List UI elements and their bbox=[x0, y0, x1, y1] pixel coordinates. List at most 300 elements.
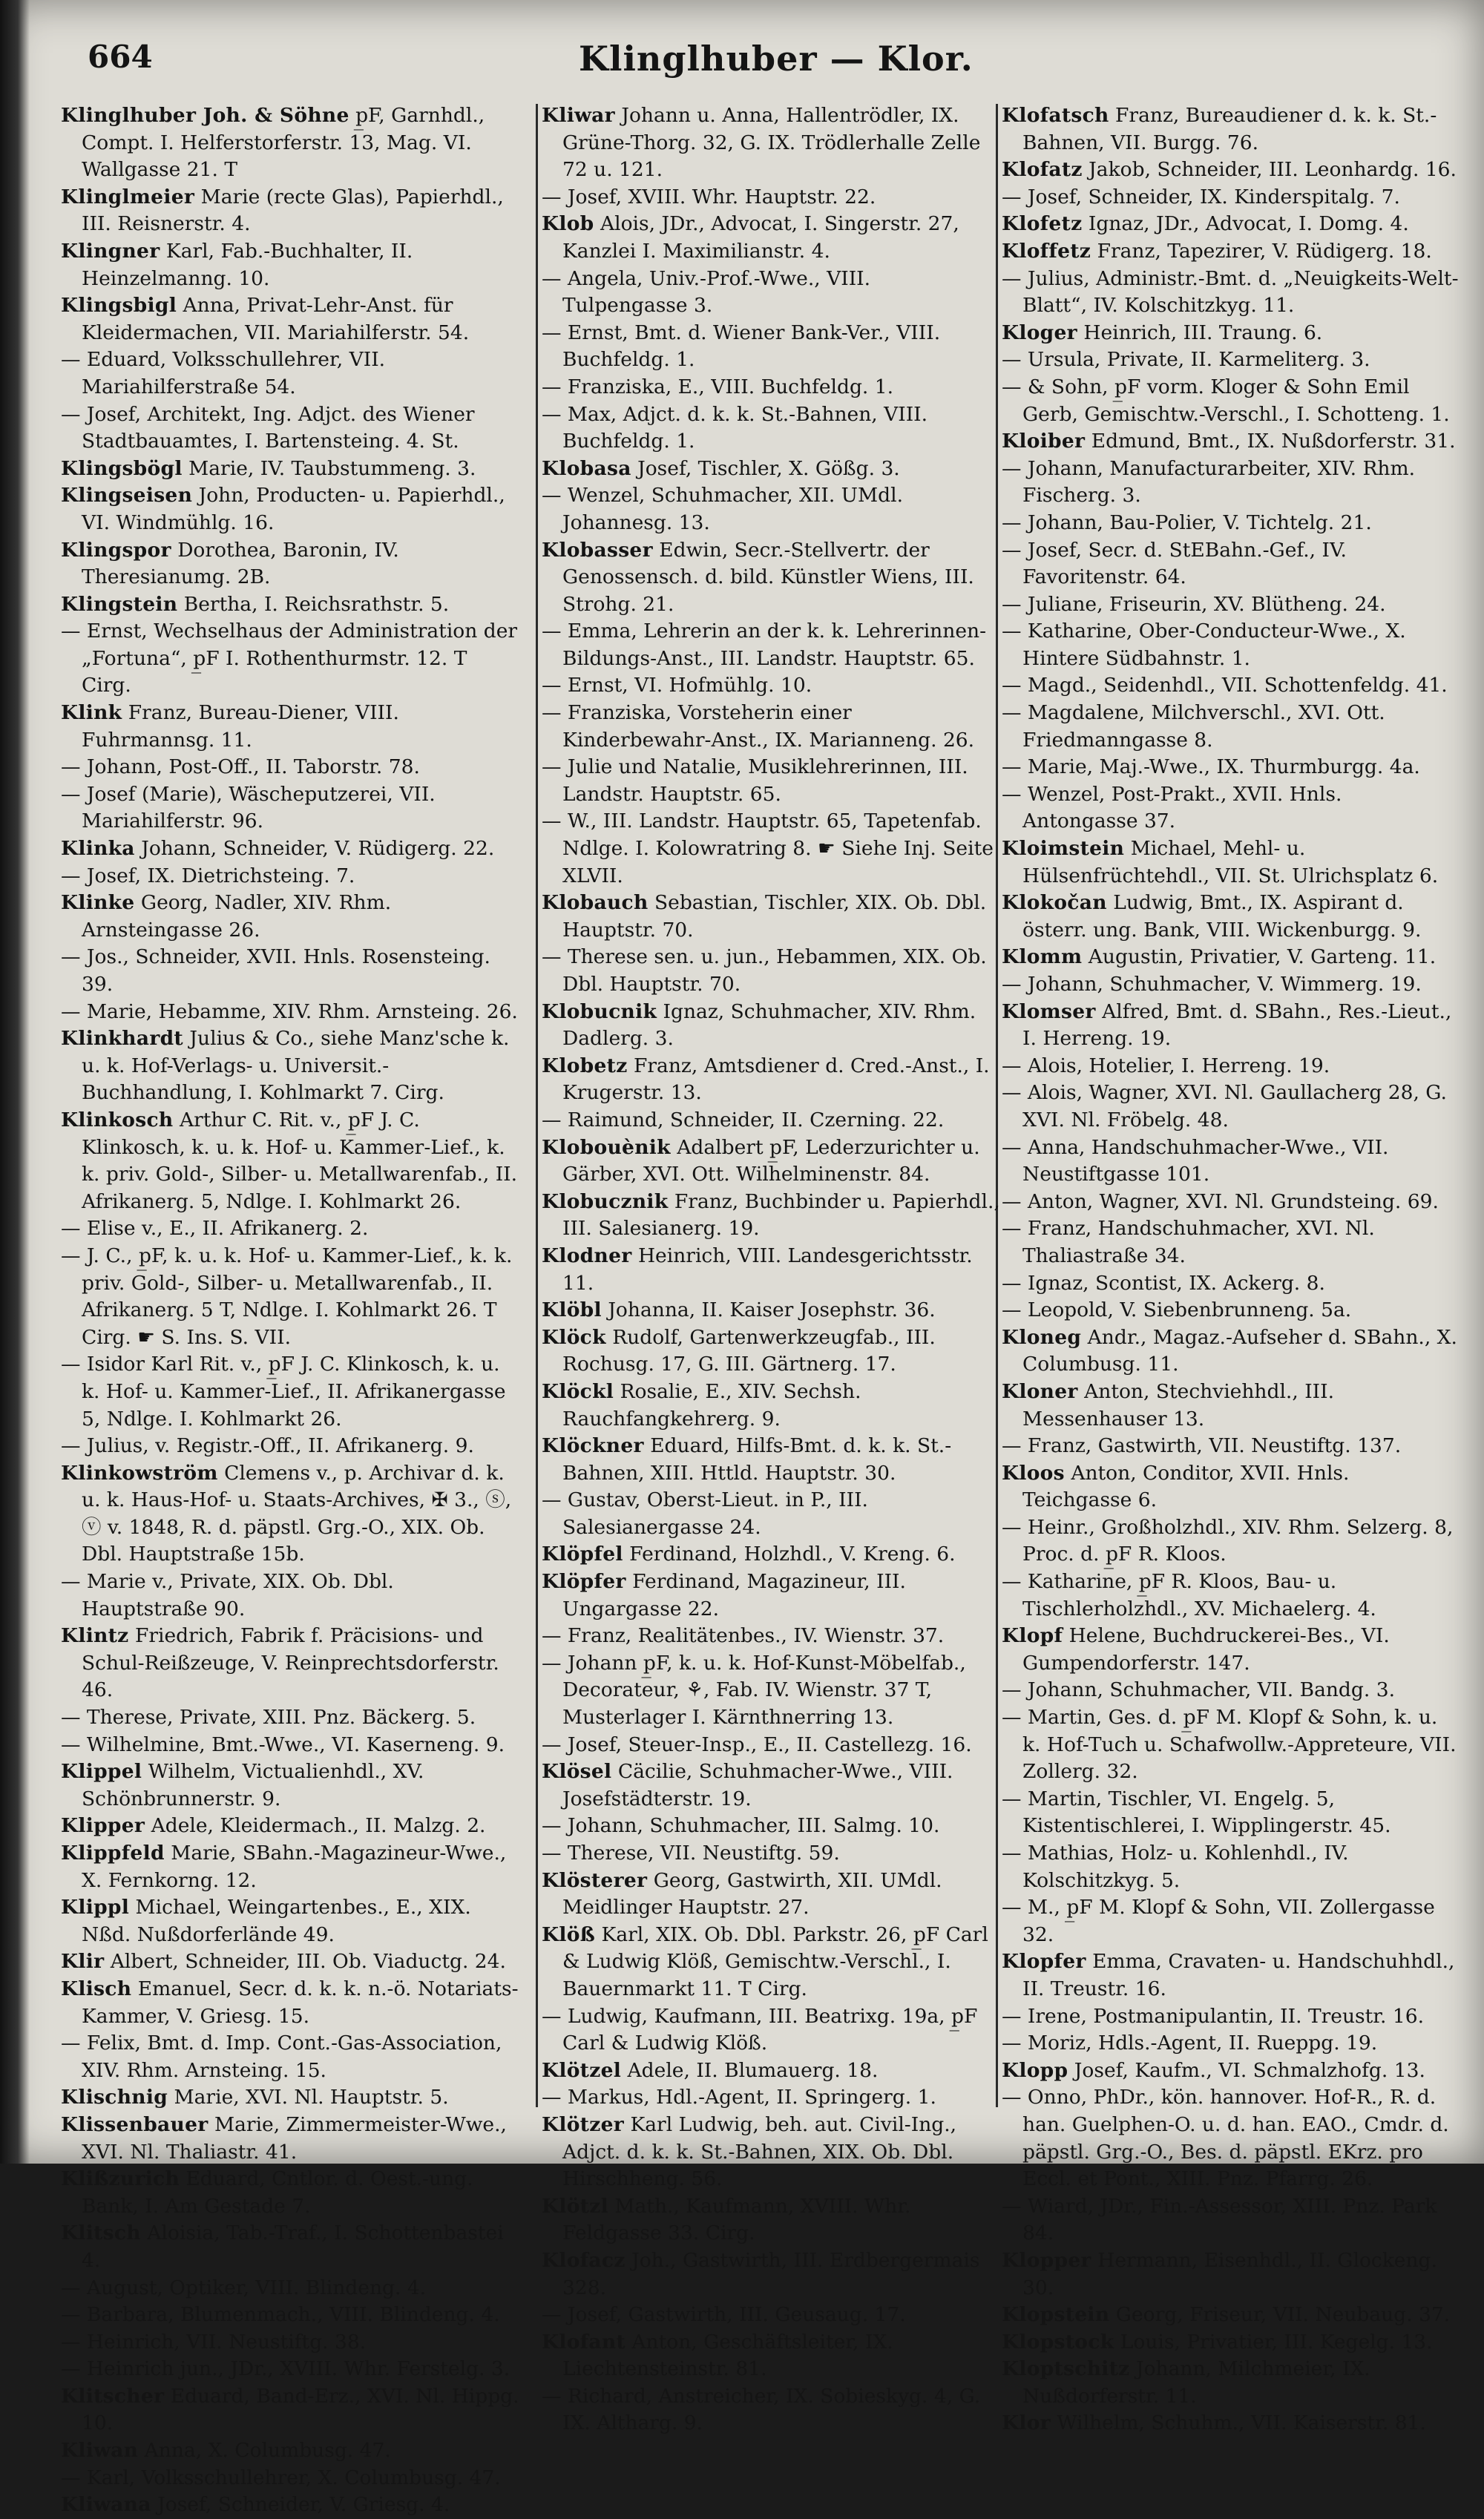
directory-entry bbox=[1002, 1324, 1462, 1379]
entry-details: — Max, Adjct. d. k. k. St.-Bahnen, VIII. Buchfeldg. 1. bbox=[542, 402, 928, 453]
directory-entry bbox=[1002, 1894, 1462, 1948]
entry-details: Karl, Fab.-Buchhalter, II. Heinzelmanng. 10. bbox=[82, 239, 413, 290]
entry-details: — Elise v., E., II. Afrikanerg. 2. bbox=[61, 1217, 369, 1241]
entry-details: — Johann p̲F, k. u. k. Hof-Kunst-Möbelfab., Decorateur, ⚘, Fab. IV. Wienstr. 37 T, Musterlager I. Kärnthnerring 13. bbox=[542, 1651, 966, 1730]
entry-details: — Emma, Lehrerin an der k. k. Lehrerinnen-Bildungs-Anst., III. Landstr. Hauptstr. 65. bbox=[542, 620, 987, 670]
entry-details: — Wenzel, Schuhmacher, XII. UMdl. Johannesg. 13. bbox=[542, 484, 904, 534]
column-3 bbox=[1002, 102, 1462, 2435]
entry-details: — Mathias, Holz- u. Kohlenhdl., IV. Kolschitzkyg. 5. bbox=[1002, 1842, 1349, 1892]
column-1 bbox=[61, 102, 521, 2517]
directory-entry bbox=[542, 618, 1002, 672]
entry-surname: Klöß bbox=[542, 1922, 596, 1946]
entry-surname: Klir bbox=[61, 1950, 105, 1974]
entry-details: — Magdalene, Milchverschl., XVI. Ott. Friedmanngasse 8. bbox=[1002, 701, 1385, 752]
directory-entry bbox=[61, 1840, 521, 1894]
directory-entry bbox=[1002, 1840, 1462, 1894]
directory-entry bbox=[1002, 781, 1462, 835]
entry-details: — Anna, Handschuhmacher-Wwe., VII. Neustiftgasse 101. bbox=[1002, 1135, 1389, 1186]
directory-entry bbox=[542, 1650, 1002, 1732]
directory-entry bbox=[1002, 1514, 1462, 1569]
entry-details: Friedrich, Fabrik f. Präcisions- und Schul-Reißzeuge, V. Reinprechtsdorferstr. 46. bbox=[82, 1624, 499, 1702]
entry-details: Michael, Weingartenbes., E., XIX. Nßd. Nußdorferlände 49. bbox=[82, 1896, 471, 1946]
entry-surname: Klinglmeier bbox=[61, 185, 195, 208]
entry-details: — Franziska, Vorsteherin einer Kinderbewahr-Anst., IX. Marianneng. 26. bbox=[542, 701, 975, 752]
entry-details: Johann, Schneider, V. Rüdigerg. 22. bbox=[141, 837, 495, 861]
entry-surname: Klösel bbox=[542, 1760, 612, 1784]
directory-entry bbox=[1002, 184, 1462, 211]
directory-entry bbox=[542, 1243, 1002, 1297]
entry-surname: Klobetz bbox=[542, 1054, 628, 1077]
entry-surname: Klötzel bbox=[542, 2058, 622, 2082]
directory-entry bbox=[1002, 2247, 1462, 2302]
entry-details: Joh., Gastwirth, III. Erdbergermais 328. bbox=[562, 2248, 980, 2299]
entry-details: — Gustav, Oberst-Lieut. in P., III. Salesianergasse 24. bbox=[542, 1488, 868, 1539]
directory-entry bbox=[542, 2193, 1002, 2247]
entry-details: — Magd., Seidenhdl., VII. Schottenfeldg. 41. bbox=[1002, 674, 1448, 697]
entry-details: Josef, Tischler, X. Gößg. 3. bbox=[637, 456, 900, 480]
directory-entry bbox=[542, 266, 1002, 320]
directory-entry bbox=[1002, 890, 1462, 944]
directory-entry bbox=[61, 1894, 521, 1948]
entry-details: — Josef (Marie), Wäscheputzerei, VII. Mariahilferstr. 96. bbox=[61, 782, 436, 833]
directory-entry bbox=[542, 2247, 1002, 2302]
directory-entry bbox=[61, 999, 521, 1026]
entry-details: — Moriz, Hdls.-Agent, II. Rueppg. 19. bbox=[1002, 2032, 1378, 2055]
entry-details: — Jos., Schneider, XVII. Hnls. Rosensteing. 39. bbox=[61, 945, 490, 996]
directory-entry bbox=[61, 102, 521, 184]
entry-surname: Klofant bbox=[542, 2330, 626, 2354]
directory-entry bbox=[1002, 1297, 1462, 1324]
entry-details: Georg, Friseur, VII. Neubaug. 37. bbox=[1115, 2303, 1451, 2327]
entry-surname: Kliwan bbox=[61, 2439, 139, 2463]
entry-surname: Kloner bbox=[1002, 1379, 1078, 1403]
directory-entry bbox=[1002, 1460, 1462, 1514]
entry-details: Bertha, I. Reichsrathstr. 5. bbox=[183, 592, 450, 616]
directory-entry bbox=[61, 591, 521, 619]
entry-details: Adele, Kleidermach., II. Malzg. 2. bbox=[151, 1814, 486, 1838]
entry-surname: Klötzl bbox=[542, 2194, 608, 2218]
directory-entry bbox=[61, 2030, 521, 2084]
entry-details: Rudolf, Gartenwerkzeugfab., III. Rochusg. 17, G. III. Gärtnerg. 17. bbox=[562, 1325, 936, 1376]
entry-surname: Klingstein bbox=[61, 592, 178, 616]
entry-surname: Klippel bbox=[61, 1760, 142, 1784]
entry-details: Franz, Bureau-Diener, VIII. Fuhrmannsg. 11. bbox=[82, 701, 399, 752]
entry-details: — Julius, Administr.-Bmt. d. „Neuigkeits-Welt-Blatt“, IV. Kolschitzkyg. 11. bbox=[1002, 266, 1459, 318]
entry-details: Adalbert p̲F, Lederzurichter u. Gärber, XVI. Ott. Wilhelminenstr. 84. bbox=[562, 1135, 980, 1186]
directory-entry bbox=[61, 2112, 521, 2166]
directory-entry bbox=[1002, 1215, 1462, 1270]
entry-details: John, Producten- u. Papierhdl., VI. Windmühlg. 16. bbox=[82, 484, 505, 534]
entry-details: Eduard, Cntlor. d. Oest.-ung. Bank, I. Am Gestade 7. bbox=[82, 2167, 473, 2218]
entry-details: Albert, Schneider, III. Ob. Viaductg. 24. bbox=[110, 1950, 506, 1974]
directory-entry bbox=[1002, 2302, 1462, 2329]
entry-details: — Therese, VII. Neustiftg. 59. bbox=[542, 1842, 840, 1865]
entry-surname: Klöckl bbox=[542, 1379, 614, 1403]
entry-details: Marie (recte Glas), Papierhdl., III. Reisnerstr. 4. bbox=[82, 185, 504, 236]
entry-details: — Josef, Steuer-Insp., E., II. Castellezg. 16. bbox=[542, 1733, 972, 1756]
entry-details: Clemens v., p. Archivar d. k. u. k. Haus-Hof- u. Staats-Archives, ✠ 3., ⓢ, ⓥ v. 1848, R. d. päpstl. Grg.-O., XIX. Ob. Dbl. Hauptstraße 15b. bbox=[82, 1461, 512, 1566]
entry-surname: Klofacz bbox=[542, 2248, 626, 2272]
entry-details: Anton, Geschäftsleiter, IX. Liechtensteinstr. 81. bbox=[562, 2330, 893, 2381]
entry-details: Ignaz, Schuhmacher, XIV. Rhm. Dadlerg. 3. bbox=[562, 999, 976, 1051]
entry-details: Louis, Privatier, III. Kegelg. 13. bbox=[1120, 2330, 1433, 2354]
directory-entry bbox=[1002, 1080, 1462, 1134]
directory-entry bbox=[1002, 754, 1462, 781]
entry-surname: Klobucznik bbox=[542, 1189, 669, 1213]
directory-entry bbox=[1002, 2057, 1462, 2085]
entry-details: — Ursula, Private, II. Karmeliterg. 3. bbox=[1002, 348, 1370, 372]
entry-surname: Klomm bbox=[1002, 945, 1083, 969]
directory-entry bbox=[61, 1025, 521, 1107]
entry-details: Jakob, Schneider, III. Leonhardg. 16. bbox=[1089, 158, 1457, 182]
entry-details: Anton, Stechviehhdl., III. Messenhauser 13. bbox=[1022, 1379, 1335, 1431]
entry-details: Johanna, II. Kaiser Josephstr. 36. bbox=[608, 1298, 936, 1322]
column-2 bbox=[542, 102, 1002, 2435]
entry-details: — Alois, Wagner, XVI. Nl. Gaullacherg 28, G. XVI. Nl. Fröbelg. 48. bbox=[1002, 1081, 1447, 1132]
directory-entry bbox=[1002, 1704, 1462, 1786]
entry-surname: Klitsch bbox=[61, 2221, 141, 2245]
directory-entry bbox=[542, 1487, 1002, 1541]
directory-entry bbox=[542, 1324, 1002, 1379]
entry-details: — Martin, Ges. d. p̲F M. Klopf & Sohn, k. u. k. Hof-Tuch u. Schafwollw.-Appreteure, VII. Zollerg. 32. bbox=[1002, 1706, 1457, 1784]
entry-details: Heinrich, III. Traung. 6. bbox=[1083, 321, 1323, 344]
entry-details: Johann, Milchmeier, IX. Nußdorferstr. 11. bbox=[1022, 2357, 1370, 2408]
directory-entry bbox=[1002, 320, 1462, 347]
directory-entry bbox=[542, 672, 1002, 700]
entry-surname: Klinkosch bbox=[61, 1108, 174, 1132]
entry-surname: Klingsbögl bbox=[61, 456, 183, 480]
entry-details: Michael, Mehl- u. Hülsenfrüchtehdl., VII. St. Ulrichsplatz 6. bbox=[1022, 837, 1439, 887]
entry-details: — Eduard, Volksschullehrer, VII. Mariahilferstraße 54. bbox=[61, 348, 386, 398]
entry-details: — Johann, Schuhmacher, III. Salmg. 10. bbox=[542, 1814, 940, 1838]
entry-details: Dorothea, Baronin, IV. Theresianumg. 2B. bbox=[82, 538, 399, 589]
entry-surname: Klingspor bbox=[61, 538, 171, 562]
directory-entry bbox=[61, 1948, 521, 1976]
entry-details: Franz, Bureaudiener d. k. k. St.-Bahnen, VII. Burgg. 76. bbox=[1022, 104, 1437, 154]
entry-details: Alfred, Bmt. d. SBahn., Res.-Lieut., I. Herreng. 19. bbox=[1022, 999, 1452, 1051]
directory-entry bbox=[542, 1379, 1002, 1433]
directory-entry bbox=[61, 700, 521, 754]
directory-entry bbox=[1002, 1677, 1462, 1704]
entry-surname: Klodner bbox=[542, 1244, 632, 1267]
directory-entry bbox=[61, 238, 521, 292]
directory-entry bbox=[1002, 157, 1462, 184]
entry-surname: Klösterer bbox=[542, 1868, 648, 1892]
directory-entry bbox=[542, 890, 1002, 944]
directory-entry bbox=[542, 1541, 1002, 1569]
entry-details: — Johann, Manufacturarbeiter, XIV. Rhm. Fischerg. 3. bbox=[1002, 456, 1416, 508]
entry-details: Wilhelm, Victualienhdl., XV. Schönbrunnerstr. 9. bbox=[82, 1760, 424, 1810]
entry-details: Alois, JDr., Advocat, I. Singerstr. 27, Kanzlei I. Maximilianstr. 4. bbox=[562, 212, 959, 263]
entry-surname: Klofatz bbox=[1002, 158, 1083, 182]
directory-entry bbox=[61, 1243, 521, 1351]
directory-entry bbox=[1002, 2329, 1462, 2357]
entry-details: — Onno, PhDr., kön. hannover. Hof-R., R. d. han. Guelphen-O. u. d. han. EAO., Cmdr. d. päpstl. Grg.-O., Bes. d. päpstl. EKrz. pro Eccl. et Pont., XIII. Pnz. Pfarrg. 26. bbox=[1002, 2086, 1449, 2191]
entry-details: — Franz, Handschuhmacher, XVI. Nl. Thaliastraße 34. bbox=[1002, 1217, 1375, 1267]
entry-details: Helene, Buchdruckerei-Bes., VI. Gumpendorferstr. 147. bbox=[1022, 1624, 1390, 1675]
entry-surname: Klopper bbox=[1002, 2248, 1091, 2272]
directory-entry bbox=[1002, 2356, 1462, 2410]
entry-details: — Isidor Karl Rit. v., p̲F J. C. Klinkosch, k. u. k. Hof- u. Kammer-Lief., II. Afrikanergasse 5, Ndlge. I. Kohlmarkt 26. bbox=[61, 1353, 506, 1431]
entry-details: Ferdinand, Holzhdl., V. Kreng. 6. bbox=[629, 1543, 956, 1566]
entry-details: — W., III. Landstr. Hauptstr. 65, Tapetenfab. Ndlge. I. Kolowratring 8. ☛ Siehe Inj. Seite XLVII. bbox=[542, 809, 994, 887]
directory-entry bbox=[61, 1107, 521, 1215]
directory-entry bbox=[61, 1215, 521, 1243]
directory-entry bbox=[1002, 1786, 1462, 1840]
running-head: Klinglhuber — Klor. bbox=[579, 39, 974, 79]
entry-details: Marie, IV. Taubstummeng. 3. bbox=[188, 456, 476, 480]
entry-details: — Therese sen. u. jun., Hebammen, XIX. Ob. Dbl. Hauptstr. 70. bbox=[542, 945, 987, 996]
entry-surname: Klöckner bbox=[542, 1434, 644, 1458]
entry-details: Rosalie, E., XIV. Sechsh. Rauchfangkehrerg. 9. bbox=[562, 1379, 861, 1431]
directory-entry bbox=[61, 1433, 521, 1460]
entry-details: — Ludwig, Kaufmann, III. Beatrixg. 19a, p̲F Carl & Ludwig Klöß. bbox=[542, 2004, 978, 2055]
entry-surname: Klobauch bbox=[542, 891, 649, 915]
directory-entry bbox=[61, 347, 521, 401]
directory-entry bbox=[542, 1623, 1002, 1650]
entry-details: Adele, II. Blumauerg. 18. bbox=[627, 2058, 879, 2082]
entry-surname: Kloffetz bbox=[1002, 239, 1091, 263]
entry-surname: Klinglhuber Joh. & Söhne bbox=[61, 104, 349, 127]
column-rule bbox=[536, 104, 538, 2107]
entry-surname: Klischnig bbox=[61, 2086, 168, 2109]
directory-entry bbox=[61, 1704, 521, 1732]
entry-details: Heinrich, VIII. Landesgerichtsstr. 11. bbox=[562, 1244, 973, 1295]
entry-details: — M., p̲F M. Klopf & Sohn, VII. Zollergasse 32. bbox=[1002, 1896, 1435, 1946]
entry-details: Josef, Kaufm., VI. Schmalzhofg. 13. bbox=[1074, 2058, 1425, 2082]
directory-entry bbox=[61, 781, 521, 835]
entry-details: Franz, Amtsdiener d. Cred.-Anst., I. Krugerstr. 13. bbox=[562, 1054, 990, 1105]
directory-entry bbox=[61, 456, 521, 483]
directory-entry bbox=[542, 1053, 1002, 1107]
entry-details: — & Sohn, p̲F vorm. Kloger & Sohn Emil Gerb, Gemischtw.-Verschl., I. Schotteng. 1. bbox=[1002, 375, 1450, 426]
entry-details: — Franziska, E., VIII. Buchfeldg. 1. bbox=[542, 375, 894, 398]
directory-entry bbox=[1002, 347, 1462, 374]
directory-entry bbox=[61, 2302, 521, 2329]
entry-details: — Raimund, Schneider, II. Czerning. 22. bbox=[542, 1108, 945, 1132]
directory-entry bbox=[542, 1433, 1002, 1487]
directory-entry bbox=[1002, 1623, 1462, 1677]
directory-entry bbox=[61, 1732, 521, 1759]
directory-entry bbox=[542, 2329, 1002, 2383]
directory-entry bbox=[542, 1107, 1002, 1134]
entry-surname: Klobucnik bbox=[542, 999, 657, 1023]
entry-surname: Klopfer bbox=[1002, 1950, 1086, 1974]
directory-entry bbox=[1002, 510, 1462, 537]
directory-entry bbox=[1002, 1053, 1462, 1080]
entry-surname: Kloptschitz bbox=[1002, 2357, 1130, 2381]
directory-entry bbox=[542, 1868, 1002, 1922]
directory-entry bbox=[542, 401, 1002, 456]
entry-details: Anna, X. Columbusg. 47. bbox=[144, 2439, 391, 2463]
directory-entry bbox=[61, 401, 521, 456]
directory-entry bbox=[1002, 944, 1462, 971]
directory-entry bbox=[61, 944, 521, 998]
entry-details: Andr., Magaz.-Aufseher d. SBahn., X. Columbusg. 11. bbox=[1022, 1325, 1457, 1376]
directory-entry bbox=[1002, 999, 1462, 1053]
entry-details: — Felix, Bmt. d. Imp. Cont.-Gas-Association, XIV. Rhm. Arnsteing. 15. bbox=[61, 2032, 502, 2082]
entry-details: Julius & Co., siehe Manz'sche k. u. k. Hof-Verlags- u. Universit.-Buchhandlung, I. Kohlmarkt 7. Cirg. bbox=[82, 1027, 510, 1105]
entry-surname: Klintz bbox=[61, 1624, 129, 1648]
entry-details: — Leopold, V. Siebenbrunneng. 5a. bbox=[1002, 1298, 1352, 1322]
directory-entry bbox=[1002, 2193, 1462, 2247]
entry-details: — Wilhelmine, Bmt.-Wwe., VI. Kaserneng. 9. bbox=[61, 1733, 505, 1756]
entry-surname: Klobasa bbox=[542, 456, 631, 480]
entry-details: — Johann, Schuhmacher, V. Wimmerg. 19. bbox=[1002, 973, 1422, 996]
entry-details: Emanuel, Secr. d. k. k. n.-ö. Notariats-Kammer, V. Griesg. 15. bbox=[82, 1977, 519, 2028]
entry-details: — Franz, Gastwirth, VII. Neustiftg. 137. bbox=[1002, 1434, 1402, 1458]
entry-details: Georg, Gastwirth, XII. UMdl. Meidlinger Hauptstr. 27. bbox=[562, 1868, 942, 1919]
entry-details: — Ernst, Bmt. d. Wiener Bank-Ver., VIII. Buchfeldg. 1. bbox=[542, 321, 941, 372]
entry-details: — Josef, XVIII. Whr. Hauptstr. 22. bbox=[542, 185, 876, 208]
entry-details: — Juliane, Friseurin, XV. Blütheng. 24. bbox=[1002, 592, 1386, 616]
entry-details: — Therese, Private, XIII. Pnz. Bäckerg. 5. bbox=[61, 1706, 476, 1730]
directory-entry bbox=[61, 2084, 521, 2112]
entry-details: Johann u. Anna, Hallentrödler, IX. Grüne-Thorg. 32, G. IX. Trödlerhalle Zelle 72 u. 121. bbox=[562, 104, 981, 182]
entry-details: — Heinr., Großholzhdl., XIV. Rhm. Selzerg. 8, Proc. d. p̲F R. Kloos. bbox=[1002, 1515, 1454, 1566]
entry-details: Sebastian, Tischler, XIX. Ob. Dbl. Hauptstr. 70. bbox=[562, 891, 987, 942]
directory-entry bbox=[1002, 2003, 1462, 2031]
entry-details: Cäcilie, Schuhmacher-Wwe., VIII. Josefstädterstr. 19. bbox=[562, 1760, 953, 1810]
entry-surname: Klinke bbox=[61, 891, 135, 915]
entry-details: Franz, Tapezirer, V. Rüdigerg. 18. bbox=[1097, 239, 1432, 263]
entry-details: Karl, XIX. Ob. Dbl. Parkstr. 26, p̲F Carl & Ludwig Klöß, Gemischtw.-Verschl., I. Bauernmarkt 11. T Cirg. bbox=[562, 1922, 988, 2000]
entry-surname: Klopstein bbox=[1002, 2303, 1110, 2327]
entry-details: — Angela, Univ.-Prof.-Wwe., VIII. Tulpengasse 3. bbox=[542, 266, 871, 318]
directory-entry bbox=[1002, 591, 1462, 619]
directory-entry bbox=[542, 374, 1002, 401]
directory-entry bbox=[61, 482, 521, 536]
entry-details: Wilhelm, Schuhm., VII. Kaiserstr. 81. bbox=[1057, 2411, 1426, 2435]
entry-details: — Josef, Architekt, Ing. Adjct. des Wiener Stadtbauamtes, I. Bartensteing. 4. St. bbox=[61, 402, 475, 453]
entry-details: — Markus, Hdl.-Agent, II. Springerg. 1. bbox=[542, 2086, 936, 2109]
directory-entry bbox=[61, 1758, 521, 1813]
directory-entry bbox=[61, 2437, 521, 2465]
entry-details: Josef, Schneider, V. Griesg. 4. bbox=[157, 2493, 450, 2517]
entry-surname: Klöpfer bbox=[542, 1570, 626, 1594]
entry-surname: Klink bbox=[61, 701, 122, 725]
directory-entry bbox=[61, 2492, 521, 2519]
entry-details: — Wenzel, Post-Prakt., XVII. Hnls. Antongasse 37. bbox=[1002, 782, 1342, 833]
directory-entry bbox=[542, 102, 1002, 184]
directory-entry bbox=[542, 2383, 1002, 2437]
directory-entry bbox=[542, 2057, 1002, 2085]
entry-details: — J. C., p̲F, k. u. k. Hof- u. Kammer-Lief., k. k. priv. Gold-, Silber- u. Metallwarenfab., II. Afrikanerg. 5 T, Ndlge. I. Kohlmarkt 26. T Cirg. ☛ S. Ins. S. VII. bbox=[61, 1244, 513, 1349]
entry-details: — Ernst, VI. Hofmühlg. 10. bbox=[542, 674, 812, 697]
directory-entry bbox=[1002, 2410, 1462, 2437]
entry-surname: Klomser bbox=[1002, 999, 1096, 1023]
entry-surname: Klöbl bbox=[542, 1298, 602, 1322]
entry-details: Augustin, Privatier, V. Garteng. 11. bbox=[1088, 945, 1437, 969]
entry-surname: Klippl bbox=[61, 1896, 130, 1919]
entry-details: p̲F, Garnhdl., Compt. I. Helferstorferstr. 13, Mag. VI. Wallgasse 21. T bbox=[82, 104, 485, 182]
directory-entry bbox=[1002, 1379, 1462, 1433]
entry-surname: Kloimstein bbox=[1002, 837, 1125, 861]
directory-entry bbox=[542, 1922, 1002, 2003]
directory-entry bbox=[61, 890, 521, 944]
entry-surname: Klippfeld bbox=[61, 1842, 165, 1865]
directory-entry bbox=[61, 537, 521, 591]
directory-entry bbox=[1002, 2084, 1462, 2193]
directory-entry bbox=[61, 2329, 521, 2357]
entry-details: — Marie, Maj.-Wwe., IX. Thurmburgg. 4a. bbox=[1002, 755, 1420, 779]
entry-surname: Klöpfel bbox=[542, 1543, 623, 1566]
entry-details: — Johann, Schuhmacher, VII. Bandg. 3. bbox=[1002, 1678, 1395, 1702]
directory-entry bbox=[61, 2275, 521, 2302]
entry-surname: Klingseisen bbox=[61, 484, 193, 508]
entry-details: Hermann, Eisenhdl., II. Glockeng. 30. bbox=[1022, 2248, 1437, 2299]
entry-surname: Klobouènik bbox=[542, 1135, 671, 1159]
entry-details: — Anton, Wagner, XVI. Nl. Grundsteing. 69. bbox=[1002, 1189, 1439, 1213]
entry-surname: Kloiber bbox=[1002, 430, 1086, 453]
directory-entry bbox=[542, 808, 1002, 890]
page-number: 664 bbox=[88, 39, 153, 75]
entry-details: — Josef, Schneider, IX. Kinderspitalg. 7. bbox=[1002, 185, 1400, 208]
directory-entry bbox=[1002, 835, 1462, 890]
directory-entry bbox=[1002, 428, 1462, 456]
book-binding-shadow bbox=[0, 0, 30, 2164]
entry-surname: Klisch bbox=[61, 1977, 132, 2000]
directory-entry bbox=[542, 184, 1002, 211]
entry-details: — Marie v., Private, XIX. Ob. Dbl. Hauptstraße 90. bbox=[61, 1570, 394, 1620]
entry-surname: Klinkhardt bbox=[61, 1027, 183, 1051]
directory-entry bbox=[542, 320, 1002, 374]
entry-details: — Wiard, JDr., Fin.-Assessor, XIII. Pnz. Park 84. bbox=[1002, 2194, 1437, 2245]
directory-entry bbox=[1002, 266, 1462, 320]
directory-entry bbox=[542, 1569, 1002, 1623]
entry-details: — Karl, Volksschullehrer, X. Columbusg. 47. bbox=[61, 2466, 501, 2489]
entry-surname: Kliwar bbox=[542, 104, 615, 127]
entry-surname: Klopp bbox=[1002, 2058, 1068, 2082]
entry-details: Eduard, Band-Erz., XVI. Nl. Hippg. 10. bbox=[82, 2384, 519, 2435]
entry-details: Anton, Conditor, XVII. Hnls. Teichgasse 6. bbox=[1022, 1461, 1350, 1512]
entry-surname: Klokočan bbox=[1002, 891, 1107, 915]
directory-entry bbox=[1002, 1948, 1462, 2003]
directory-entry bbox=[542, 211, 1002, 265]
entry-details: Ludwig, Bmt., IX. Aspirant d. österr. ung. Bank, VIII. Wickenburgg. 9. bbox=[1022, 891, 1422, 942]
entry-details: — August, Optiker, VIII. Blindeng. 4. bbox=[61, 2276, 427, 2299]
directory-entry bbox=[61, 1460, 521, 1569]
directory-entry bbox=[61, 2356, 521, 2383]
directory-entry bbox=[1002, 700, 1462, 754]
directory-entry bbox=[542, 2003, 1002, 2057]
directory-entry bbox=[61, 292, 521, 347]
entry-surname: Kloos bbox=[1002, 1461, 1065, 1485]
directory-entry bbox=[61, 2166, 521, 2220]
entry-details: — Barbara, Blumenmach., VIII. Blindeng. 4. bbox=[61, 2303, 500, 2327]
directory-entry bbox=[61, 1623, 521, 1704]
directory-entry bbox=[61, 1813, 521, 1840]
directory-entry bbox=[1002, 211, 1462, 238]
entry-details: — Richard, Anstreicher, IX. Sobieskyg. 4, G. IX. Altharg. 9. bbox=[542, 2384, 981, 2435]
entry-details: Edmund, Bmt., IX. Nußdorferstr. 31. bbox=[1091, 430, 1456, 453]
directory-entry bbox=[61, 835, 521, 863]
entry-details: Franz, Buchbinder u. Papierhdl., III. Salesianerg. 19. bbox=[562, 1189, 1000, 1241]
directory-entry bbox=[542, 1732, 1002, 1759]
directory-entry bbox=[542, 2112, 1002, 2193]
entry-details: — Marie, Hebamme, XIV. Rhm. Arnsteing. 26. bbox=[61, 999, 518, 1023]
entry-surname: Kloneg bbox=[1002, 1325, 1082, 1349]
directory-entry bbox=[542, 1758, 1002, 1813]
directory-entry bbox=[542, 482, 1002, 536]
directory-entry bbox=[1002, 456, 1462, 510]
directory-entry bbox=[1002, 971, 1462, 999]
entry-details: — Josef, Secr. d. StEBahn.-Gef., IV. Favoritenstr. 64. bbox=[1002, 538, 1347, 589]
entry-details: — Katharine, Ober-Conducteur-Wwe., X. Hintere Südbahnstr. 1. bbox=[1002, 620, 1406, 670]
entry-details: Eduard, Hilfs-Bmt. d. k. k. St.-Bahnen, XIII. Httld. Hauptstr. 30. bbox=[562, 1434, 952, 1485]
entry-details: — Josef, Gastwirth, III. Geusaug. 17. bbox=[542, 2303, 906, 2327]
entry-surname: Klingsbigl bbox=[61, 294, 177, 318]
